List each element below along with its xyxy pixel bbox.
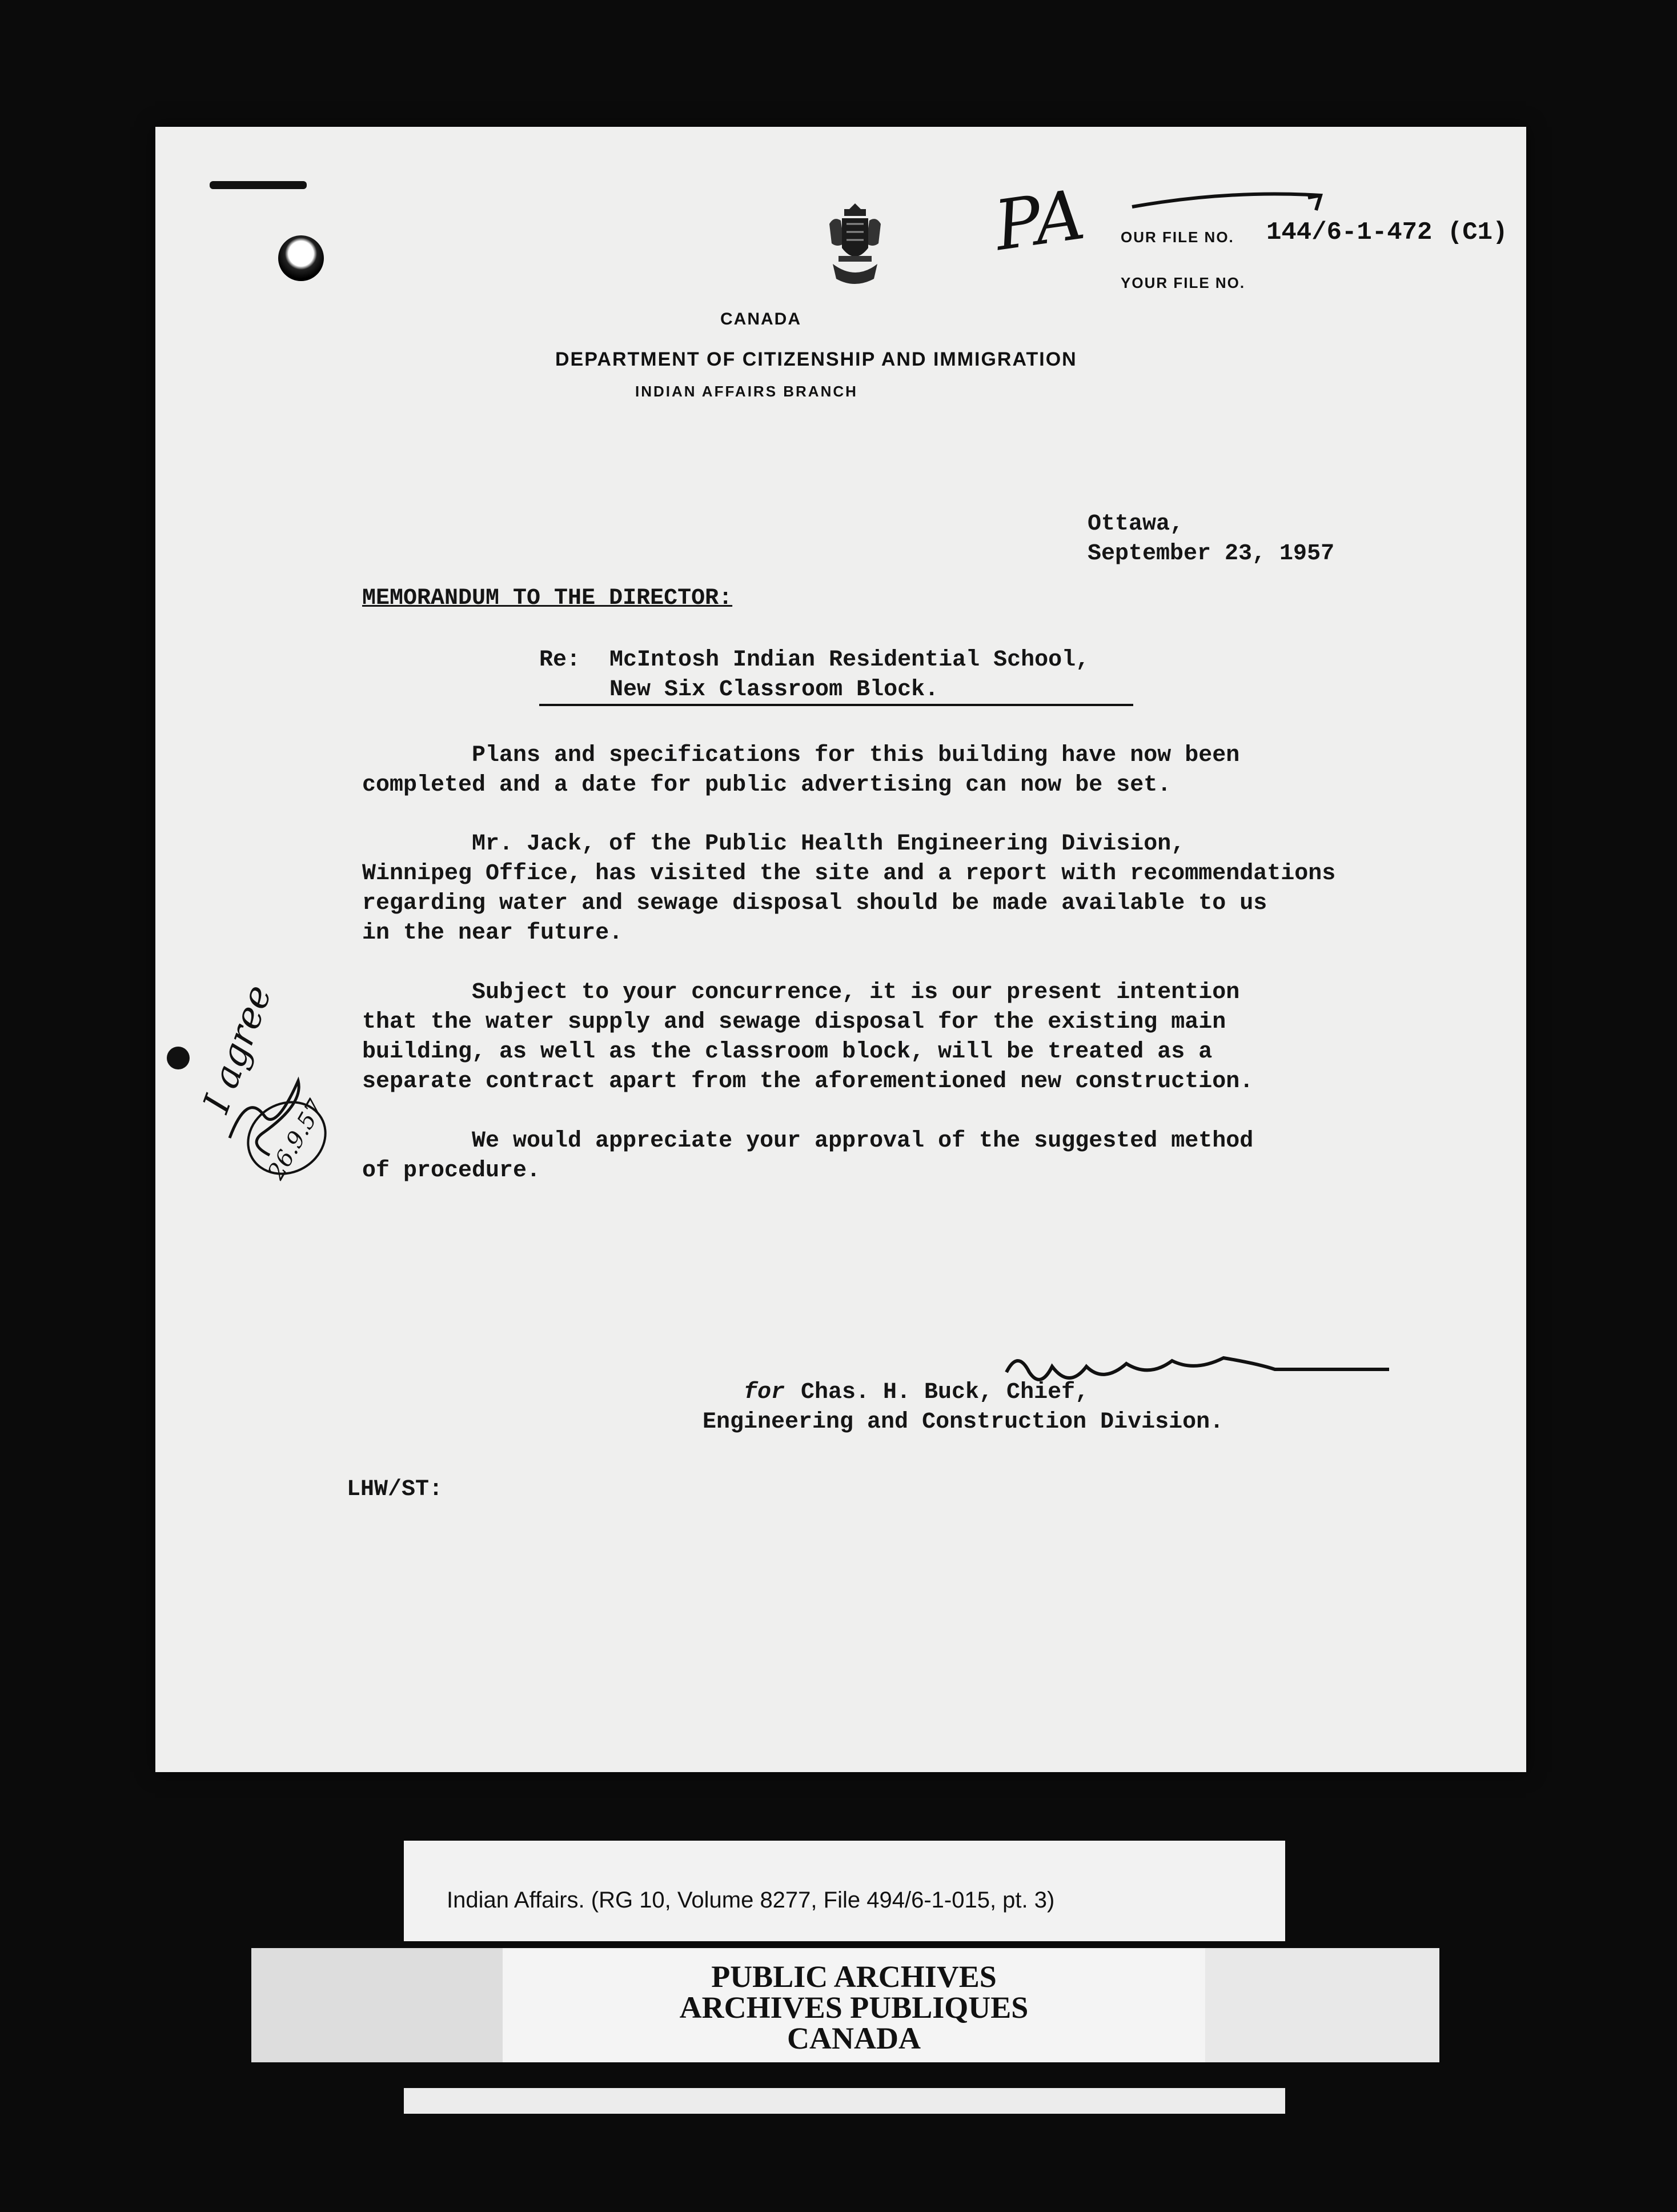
re-subject-line-1: McIntosh Indian Residential School, (609, 647, 1090, 673)
letter-place: Ottawa, (1088, 511, 1184, 537)
paragraph-3-line-2: that the water supply and sewage disposal for the existing main (362, 1009, 1226, 1035)
paragraph-4-line-2: of procedure. (362, 1158, 541, 1184)
margin-date: 26.9.57 (263, 1095, 330, 1184)
handwritten-initials: PA (990, 175, 1090, 267)
paragraph-1-line-2: completed and a date for public advertising can now be set. (362, 772, 1172, 798)
reference-initials: LHW/ST: (347, 1477, 443, 1502)
stamp-line-1: PUBLIC ARCHIVES (711, 1959, 997, 1994)
archive-citation: Indian Affairs. (RG 10, Volume 8277, File 494/6-1-015, pt. 3) (447, 1888, 1055, 1913)
stamp-line-2: ARCHIVES PUBLIQUES (679, 1990, 1029, 2025)
subject-underline (539, 704, 1133, 706)
branch-heading: INDIAN AFFAIRS BRANCH (635, 383, 858, 400)
paragraph-2-line-1: Mr. Jack, of the Public Health Engineering Division, (362, 831, 1185, 857)
ink-mark (210, 181, 307, 189)
stamp-line-3: CANADA (787, 2021, 921, 2055)
paragraph-2-line-2: Winnipeg Office, has visited the site and a report with recommendations (362, 861, 1336, 887)
our-file-number: 144/6-1-472 (C1) (1266, 218, 1508, 247)
signatory-name: Chas. H. Buck, Chief, (801, 1380, 1089, 1405)
paragraph-2-line-3: regarding water and sewage disposal should be made available to us (362, 891, 1267, 916)
your-file-label: YOUR FILE NO. (1121, 274, 1246, 291)
our-file-label: OUR FILE NO. (1121, 229, 1234, 246)
paragraph-3-line-3: building, as well as the classroom block, will be treated as a (362, 1039, 1213, 1065)
margin-ink-dot (167, 1047, 190, 1069)
stamp-bar-end (251, 1948, 503, 2062)
punch-hole (278, 235, 324, 281)
letter-date: September 23, 1957 (1088, 541, 1335, 567)
paragraph-3-line-1: Subject to your concurrence, it is our present intention (362, 980, 1240, 1005)
paragraph-3-line-4: separate contract apart from the aforementioned new construction. (362, 1069, 1254, 1095)
margin-approval-note (167, 979, 338, 1189)
paragraph-4-line-1: We would appreciate your approval of the suggested method (362, 1128, 1254, 1154)
signatory-division: Engineering and Construction Division. (703, 1409, 1224, 1435)
country-heading: CANADA (720, 310, 801, 328)
archive-citation-label (404, 1841, 1285, 1941)
memo-page (155, 127, 1526, 1772)
bottom-label-edge (404, 2088, 1285, 2114)
re-label: Re: (539, 647, 581, 673)
archives-stamp (251, 1948, 1439, 2062)
memo-salutation: MEMORANDUM TO THE DIRECTOR: (362, 586, 733, 611)
signature-prefix: for (744, 1380, 785, 1405)
paragraph-1-line-1: Plans and specifications for this building have now been (362, 743, 1240, 768)
re-subject-line-2: New Six Classroom Block. (609, 677, 939, 703)
stamp-plate (503, 1948, 1205, 2062)
margin-note-text: I agree (195, 979, 280, 1119)
paragraph-2-line-4: in the near future. (362, 920, 623, 946)
coat-of-arms-icon (821, 201, 889, 287)
department-heading: DEPARTMENT OF CITIZENSHIP AND IMMIGRATION (555, 348, 1077, 370)
